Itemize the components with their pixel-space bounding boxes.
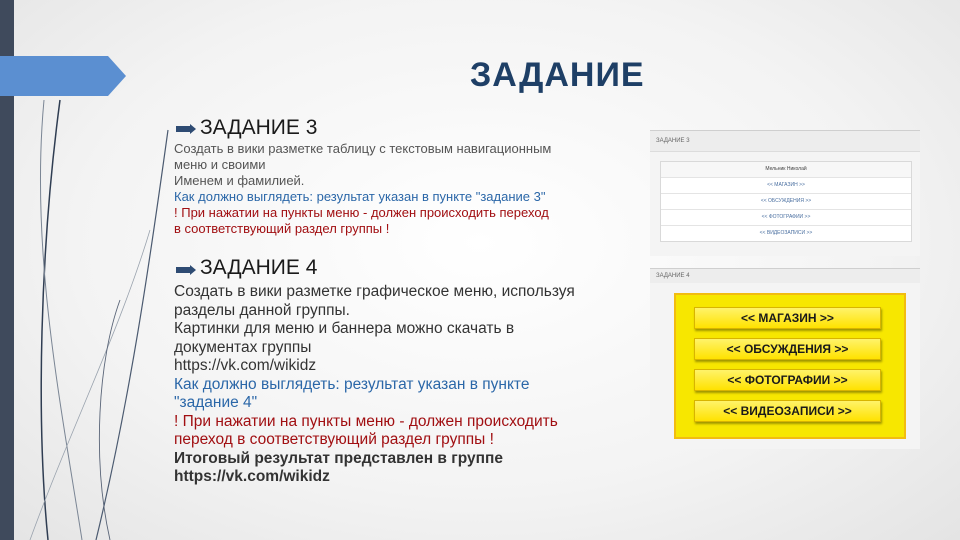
menu-button-photos[interactable]: << ФОТОГРАФИИ >> [694, 369, 881, 391]
task3-warning: в соответствующий раздел группы ! [174, 221, 390, 236]
bullet-arrow-icon [176, 265, 196, 275]
task4-expected-result: "задание 4" [174, 394, 258, 411]
task4-line: Создать в вики разметке графическое меню, используя [174, 283, 575, 300]
task4-body [174, 283, 644, 487]
bullet-arrow-icon [176, 124, 196, 134]
task4-warning: переход в соответствующий раздел группы ! [174, 431, 494, 448]
task4-line: документах группы [174, 338, 312, 356]
task4-line: разделы данной группы. [174, 301, 350, 319]
task4-example-screenshot [650, 268, 920, 449]
task3-warning: ! При нажатии на пункты меню - должен происходить переход [174, 205, 549, 220]
task4-expected-result: Как должно выглядеть: результат указан в пункте [174, 375, 530, 393]
task4-heading: ЗАДАНИЕ 4 [200, 256, 318, 279]
text-menu-item[interactable]: << ФОТОГРАФИИ >> [661, 210, 911, 226]
text-menu-item[interactable]: << МАГАЗИН >> [661, 178, 911, 194]
task3-line: меню и своими [174, 157, 266, 172]
task3-screenshot-header: ЗАДАНИЕ 3 [650, 131, 920, 152]
task4-final-link[interactable]: https://vk.com/wikidz [174, 468, 330, 485]
menu-button-discussions[interactable]: << ОБСУЖДЕНИЯ >> [694, 338, 881, 360]
task4-warning: ! При нажатии на пункты меню - должен происходить [174, 412, 558, 430]
slide-title: ЗАДАНИЕ [470, 56, 645, 94]
task3-line: Именем и фамилией. [174, 173, 305, 188]
menu-button-shop[interactable]: << МАГАЗИН >> [694, 307, 881, 329]
arrow-accent-shape [0, 56, 126, 96]
name-row: Мельник Николай [661, 162, 911, 178]
task3-heading: ЗАДАНИЕ 3 [200, 116, 318, 139]
task3-example-screenshot [650, 130, 920, 256]
task4-line: Картинки для меню и баннера можно скачать в [174, 320, 515, 337]
task3-expected-result: Как должно выглядеть: результат указан в пункте "задание 3" [174, 189, 546, 204]
left-accent-bar [0, 0, 14, 540]
task4-screenshot-header: ЗАДАНИЕ 4 [650, 269, 920, 283]
menu-button-videos[interactable]: << ВИДЕОЗАПИСИ >> [694, 400, 881, 422]
task3-line: Создать в вики разметке таблицу с текстовым навигационным [174, 141, 552, 156]
task3-body [174, 141, 644, 237]
text-menu-item[interactable]: << ОБСУЖДЕНИЯ >> [661, 194, 911, 210]
text-menu-item[interactable]: << ВИДЕОЗАПИСИ >> [759, 230, 813, 236]
task4-link[interactable]: https://vk.com/wikidz [174, 357, 317, 374]
text-menu-table [660, 161, 912, 242]
graphic-menu-banner [674, 293, 906, 439]
task4-final-result: Итоговый результат представлен в группе [174, 449, 503, 467]
